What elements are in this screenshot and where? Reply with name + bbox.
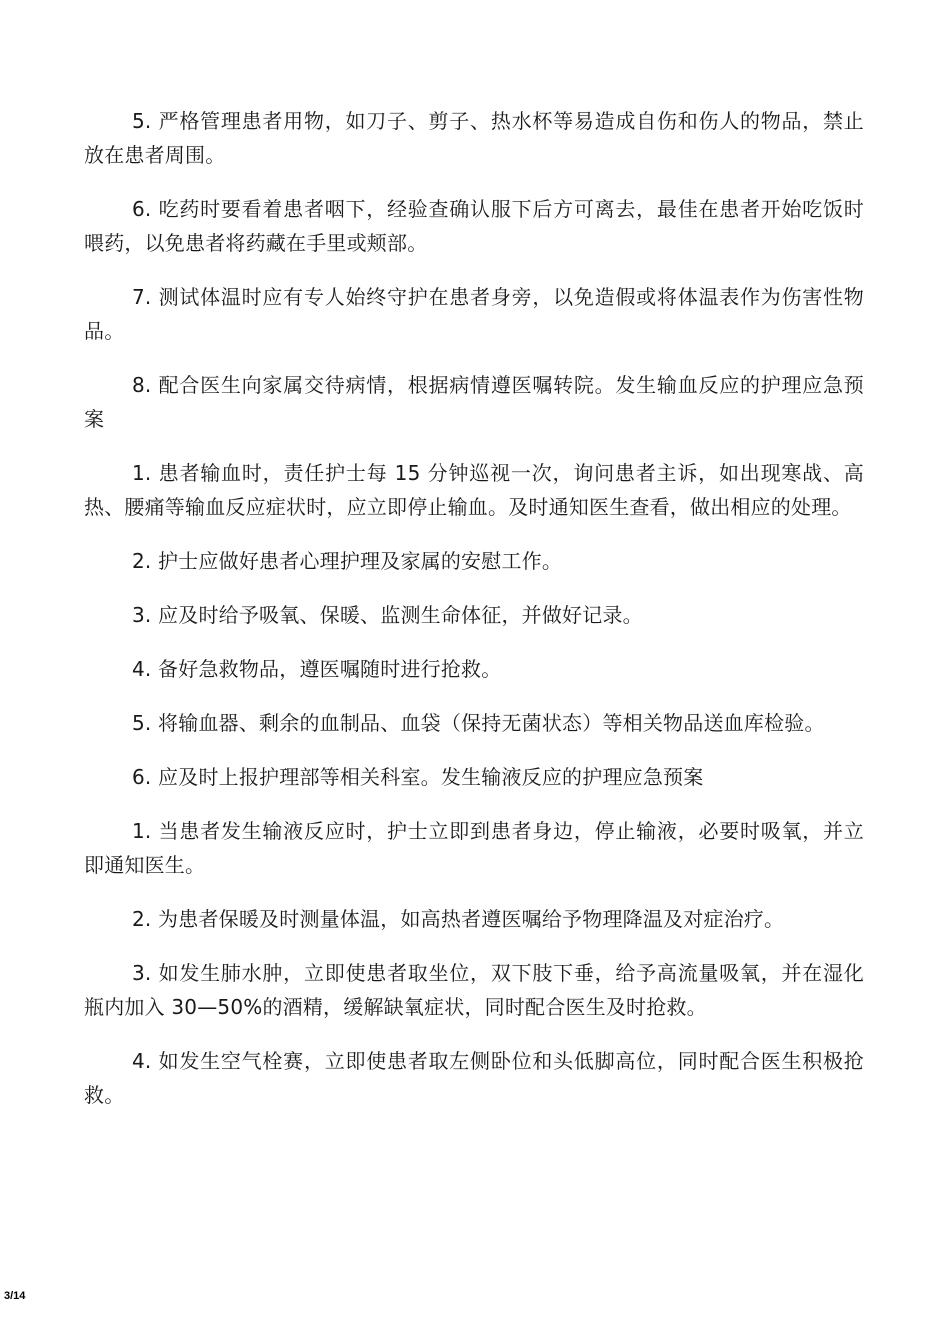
document-body [84, 104, 864, 1132]
paragraph: 1. 患者输血时，责任护士每 15 分钟巡视一次，询问患者主诉，如出现寒战、高热、腰痛等输血反应症状时，应立即停止输血。及时通知医生查看，做出相应的处理。 [84, 461, 864, 519]
paragraph: 6. 吃药时要看着患者咽下，经验查确认服下后方可离去，最佳在患者开始吃饭时喂药，以免患者将药藏在手里或颊部。 [84, 197, 864, 255]
paragraph: 2. 护士应做好患者心理护理及家属的安慰工作。 [132, 549, 563, 573]
paragraph: 4. 如发生空气栓赛，立即使患者取左侧卧位和头低脚高位，同时配合医生积极抢救。 [84, 1049, 864, 1107]
paragraph: 5. 将输血器、剩余的血制品、血袋（保持无菌状态）等相关物品送血库检验。 [132, 711, 825, 735]
paragraph: 3. 如发生肺水肿，立即使患者取坐位，双下肢下垂，给予高流量吸氧，并在湿化瓶内加入 30—50%的酒精，缓解缺氧症状，同时配合医生及时抢救。 [84, 961, 864, 1019]
paragraph: 5. 严格管理患者用物，如刀子、剪子、热水杯等易造成自伤和伤人的物品，禁止放在患者周围。 [84, 109, 864, 167]
paragraph: 3. 应及时给予吸氧、保暖、监测生命体征，并做好记录。 [132, 603, 643, 627]
paragraph: 8. 配合医生向家属交待病情，根据病情遵医嘱转院。发生输血反应的护理应急预案 [84, 373, 864, 431]
paragraph: 1. 当患者发生输液反应时，护士立即到患者身边，停止输液，必要时吸氧，并立即通知医生。 [84, 819, 864, 877]
paragraph: 6. 应及时上报护理部等相关科室。发生输液反应的护理应急预案 [132, 765, 704, 789]
paragraph: 7. 测试体温时应有专人始终守护在患者身旁，以免造假或将体温表作为伤害性物品。 [84, 285, 864, 343]
paragraph: 2. 为患者保暖及时测量体温，如高热者遵医嘱给予物理降温及对症治疗。 [132, 907, 785, 931]
paragraph: 4. 备好急救物品，遵医嘱随时进行抢救。 [132, 657, 502, 681]
page-number: 3/14 [4, 1290, 26, 1302]
